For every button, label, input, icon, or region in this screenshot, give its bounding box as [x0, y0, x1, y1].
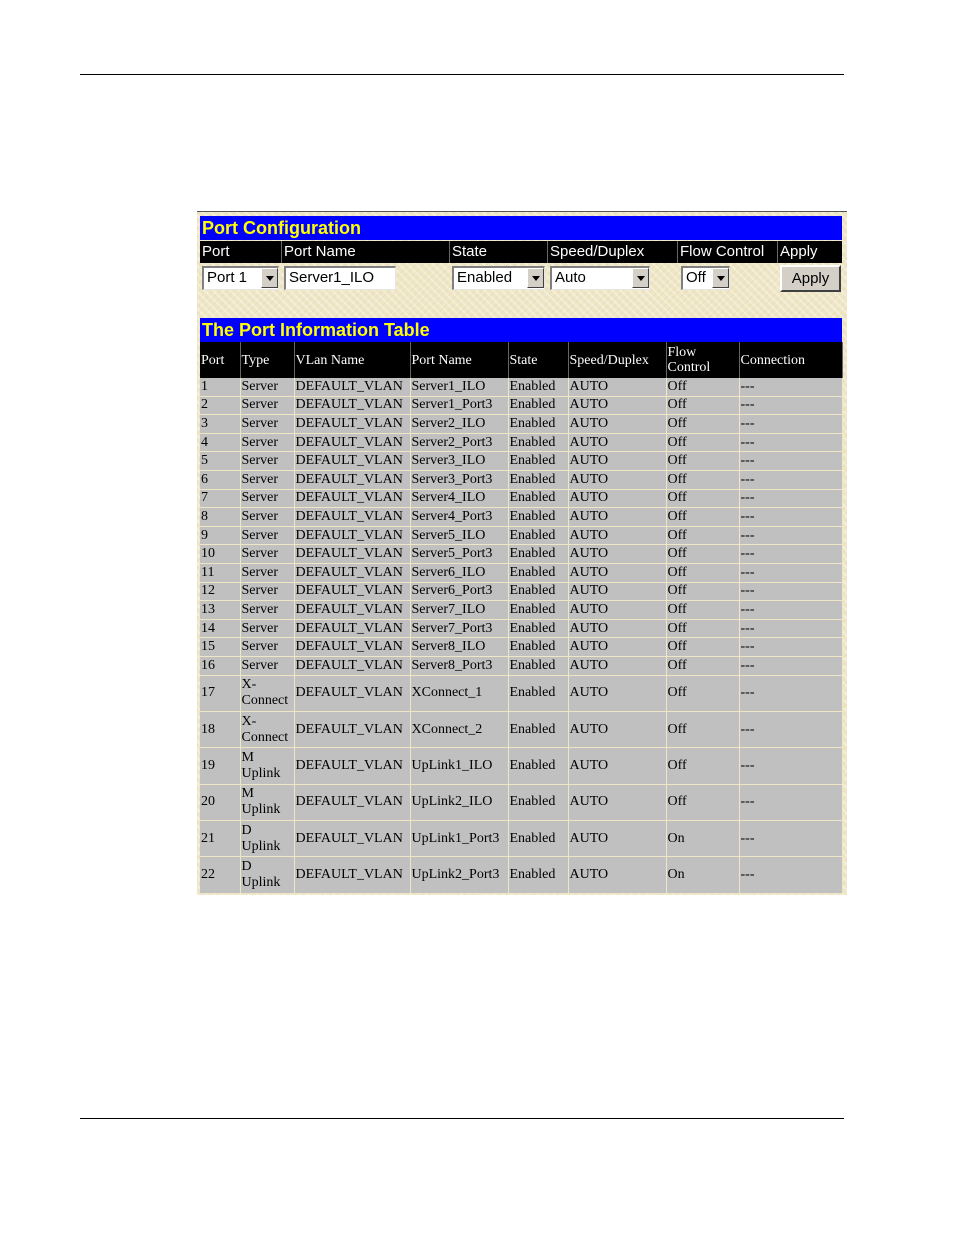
cell-port-name: Server5_Port3: [410, 545, 508, 564]
cell-type: Server: [240, 619, 294, 638]
cell-port-name: Server3_Port3: [410, 470, 508, 489]
cell-connection: ---: [739, 748, 842, 784]
table-row: [200, 415, 842, 434]
header-speed-duplex: Speed/Duplex: [547, 241, 677, 263]
cell-flow-control: Off: [666, 563, 739, 582]
cell-vlan-name: DEFAULT_VLAN: [294, 857, 410, 893]
cell-speed-duplex: AUTO: [568, 675, 666, 711]
cell-type: M Uplink: [240, 784, 294, 820]
cell-vlan-name: DEFAULT_VLAN: [294, 619, 410, 638]
cell-speed-duplex: AUTO: [568, 784, 666, 820]
cell-flow-control: On: [666, 857, 739, 893]
cell-speed-duplex: AUTO: [568, 821, 666, 857]
table-row: [200, 396, 842, 415]
cell-type: Server: [240, 526, 294, 545]
cell-connection: ---: [739, 526, 842, 545]
cell-speed-duplex: AUTO: [568, 563, 666, 582]
cell-state: Enabled: [508, 711, 568, 747]
cell-port: 18: [200, 711, 240, 747]
cell-port: 20: [200, 784, 240, 820]
cell-port-name: UpLink2_Port3: [410, 857, 508, 893]
cell-flow-control: Off: [666, 582, 739, 601]
cell-vlan-name: DEFAULT_VLAN: [294, 489, 410, 508]
cell-connection: ---: [739, 489, 842, 508]
cell-port-name: UpLink1_ILO: [410, 748, 508, 784]
cell-port-name: Server7_ILO: [410, 601, 508, 620]
cell-speed-duplex: AUTO: [568, 638, 666, 657]
cell-connection: ---: [739, 452, 842, 471]
cell-state: Enabled: [508, 601, 568, 620]
cell-port: 8: [200, 508, 240, 527]
cell-type: D Uplink: [240, 821, 294, 857]
cell-flow-control: Off: [666, 470, 739, 489]
header-flow-control: Flow Control: [677, 241, 777, 263]
cell-port-name: Server2_Port3: [410, 433, 508, 452]
cell-type: Server: [240, 489, 294, 508]
cell-port-name: Server8_ILO: [410, 638, 508, 657]
cell-port: 9: [200, 526, 240, 545]
cell-connection: ---: [739, 378, 842, 396]
table-body: [200, 378, 842, 893]
table-row: [200, 601, 842, 620]
cell-connection: ---: [739, 582, 842, 601]
cell-vlan-name: DEFAULT_VLAN: [294, 711, 410, 747]
cell-flow-control: Off: [666, 378, 739, 396]
cell-connection: ---: [739, 415, 842, 434]
table-row: [200, 433, 842, 452]
cell-state: Enabled: [508, 675, 568, 711]
cell-connection: ---: [739, 656, 842, 675]
cell-connection: ---: [739, 784, 842, 820]
cell-connection: ---: [739, 601, 842, 620]
cell-port-name: Server1_ILO: [410, 378, 508, 396]
cell-port: 11: [200, 563, 240, 582]
cell-port: 5: [200, 452, 240, 471]
cell-vlan-name: DEFAULT_VLAN: [294, 470, 410, 489]
cell-state: Enabled: [508, 563, 568, 582]
table-row: [200, 656, 842, 675]
cell-speed-duplex: AUTO: [568, 711, 666, 747]
cell-flow-control: Off: [666, 433, 739, 452]
cell-vlan-name: DEFAULT_VLAN: [294, 675, 410, 711]
cell-vlan-name: DEFAULT_VLAN: [294, 748, 410, 784]
table-row: [200, 545, 842, 564]
cell-vlan-name: DEFAULT_VLAN: [294, 638, 410, 657]
cell-connection: ---: [739, 711, 842, 747]
cell-flow-control: Off: [666, 619, 739, 638]
column-header-port-name: Port Name: [410, 342, 508, 378]
cell-port-name: Server8_Port3: [410, 656, 508, 675]
cell-state: Enabled: [508, 656, 568, 675]
cell-flow-control: Off: [666, 452, 739, 471]
cell-flow-control: Off: [666, 545, 739, 564]
cell-port-name: Server7_Port3: [410, 619, 508, 638]
cell-connection: ---: [739, 545, 842, 564]
cell-speed-duplex: AUTO: [568, 656, 666, 675]
header-port: Port: [202, 243, 230, 260]
cell-flow-control: Off: [666, 656, 739, 675]
table-row: [200, 857, 842, 893]
cell-state: Enabled: [508, 452, 568, 471]
cell-connection: ---: [739, 857, 842, 893]
cell-connection: ---: [739, 619, 842, 638]
cell-type: Server: [240, 656, 294, 675]
chevron-down-icon[interactable]: [632, 268, 649, 288]
column-header-port: Port: [200, 342, 240, 378]
cell-speed-duplex: AUTO: [568, 415, 666, 434]
cell-port: 7: [200, 489, 240, 508]
cell-port: 19: [200, 748, 240, 784]
cell-vlan-name: DEFAULT_VLAN: [294, 656, 410, 675]
cell-vlan-name: DEFAULT_VLAN: [294, 378, 410, 396]
cell-port: 22: [200, 857, 240, 893]
table-row: [200, 821, 842, 857]
table-row: [200, 638, 842, 657]
cell-vlan-name: DEFAULT_VLAN: [294, 526, 410, 545]
cell-port-name: XConnect_1: [410, 675, 508, 711]
cell-port: 14: [200, 619, 240, 638]
cell-port-name: Server6_Port3: [410, 582, 508, 601]
cell-port: 21: [200, 821, 240, 857]
chevron-down-icon[interactable]: [527, 268, 544, 288]
cell-state: Enabled: [508, 748, 568, 784]
port-name-input[interactable]: [284, 266, 396, 290]
cell-port-name: Server4_Port3: [410, 508, 508, 527]
table-header-row: [200, 342, 842, 378]
cell-port-name: UpLink1_Port3: [410, 821, 508, 857]
cell-type: Server: [240, 396, 294, 415]
cell-type: Server: [240, 638, 294, 657]
cell-state: Enabled: [508, 415, 568, 434]
cell-type: Server: [240, 378, 294, 396]
cell-vlan-name: DEFAULT_VLAN: [294, 601, 410, 620]
cell-vlan-name: DEFAULT_VLAN: [294, 582, 410, 601]
cell-type: M Uplink: [240, 748, 294, 784]
state-select[interactable]: [452, 266, 545, 290]
cell-state: Enabled: [508, 508, 568, 527]
cell-speed-duplex: AUTO: [568, 470, 666, 489]
cell-port-name: Server5_ILO: [410, 526, 508, 545]
cell-vlan-name: DEFAULT_VLAN: [294, 415, 410, 434]
cell-speed-duplex: AUTO: [568, 857, 666, 893]
header-rule: [80, 74, 844, 75]
cell-speed-duplex: AUTO: [568, 545, 666, 564]
cell-state: Enabled: [508, 470, 568, 489]
header-port-name: Port Name: [281, 241, 449, 263]
cell-port-name: Server3_ILO: [410, 452, 508, 471]
chevron-down-icon[interactable]: [712, 268, 729, 288]
table-row: [200, 489, 842, 508]
port-select[interactable]: [202, 266, 279, 290]
cell-speed-duplex: AUTO: [568, 489, 666, 508]
cell-flow-control: Off: [666, 638, 739, 657]
table-row: [200, 675, 842, 711]
cell-connection: ---: [739, 675, 842, 711]
port-configuration-title: Port Configuration: [200, 216, 842, 240]
header-state: State: [449, 241, 547, 263]
cell-type: Server: [240, 563, 294, 582]
cell-vlan-name: DEFAULT_VLAN: [294, 563, 410, 582]
cell-connection: ---: [739, 638, 842, 657]
port-settings-panel: [197, 211, 847, 895]
cell-flow-control: Off: [666, 784, 739, 820]
cell-flow-control: On: [666, 821, 739, 857]
cell-vlan-name: DEFAULT_VLAN: [294, 508, 410, 527]
cell-port: 1: [200, 378, 240, 396]
cell-port: 10: [200, 545, 240, 564]
cell-state: Enabled: [508, 857, 568, 893]
cell-speed-duplex: AUTO: [568, 601, 666, 620]
cell-port: 13: [200, 601, 240, 620]
cell-state: Enabled: [508, 619, 568, 638]
table-row: [200, 619, 842, 638]
column-header-type: Type: [240, 342, 294, 378]
column-header-flow-control: Flow Control: [666, 342, 739, 378]
cell-type: Server: [240, 452, 294, 471]
cell-speed-duplex: AUTO: [568, 508, 666, 527]
cell-port: 3: [200, 415, 240, 434]
cell-port-name: Server1_Port3: [410, 396, 508, 415]
port-select-value: Port 1: [207, 269, 248, 286]
cell-vlan-name: DEFAULT_VLAN: [294, 545, 410, 564]
cell-port-name: Server4_ILO: [410, 489, 508, 508]
cell-flow-control: Off: [666, 675, 739, 711]
cell-speed-duplex: AUTO: [568, 619, 666, 638]
cell-port: 6: [200, 470, 240, 489]
flow-control-select[interactable]: [681, 266, 730, 290]
cell-state: Enabled: [508, 489, 568, 508]
cell-state: Enabled: [508, 582, 568, 601]
cell-port: 2: [200, 396, 240, 415]
cell-port: 17: [200, 675, 240, 711]
cell-speed-duplex: AUTO: [568, 526, 666, 545]
cell-speed-duplex: AUTO: [568, 378, 666, 396]
cell-speed-duplex: AUTO: [568, 582, 666, 601]
cell-flow-control: Off: [666, 508, 739, 527]
cell-port-name: XConnect_2: [410, 711, 508, 747]
cell-state: Enabled: [508, 433, 568, 452]
port-configuration-header: [200, 241, 842, 263]
cell-state: Enabled: [508, 784, 568, 820]
cell-type: X-Connect: [240, 711, 294, 747]
cell-vlan-name: DEFAULT_VLAN: [294, 396, 410, 415]
cell-type: Server: [240, 508, 294, 527]
port-name-input-value: Server1_ILO: [289, 269, 375, 286]
flow-control-select-value: Off: [686, 269, 706, 286]
cell-type: Server: [240, 470, 294, 489]
cell-connection: ---: [739, 563, 842, 582]
table-row: [200, 508, 842, 527]
header-apply: Apply: [777, 241, 842, 263]
table-row: [200, 526, 842, 545]
cell-flow-control: Off: [666, 489, 739, 508]
cell-type: Server: [240, 415, 294, 434]
table-row: [200, 711, 842, 747]
cell-flow-control: Off: [666, 748, 739, 784]
cell-state: Enabled: [508, 638, 568, 657]
cell-port: 4: [200, 433, 240, 452]
cell-speed-duplex: AUTO: [568, 452, 666, 471]
cell-state: Enabled: [508, 545, 568, 564]
port-information-table-title: The Port Information Table: [200, 318, 842, 342]
cell-vlan-name: DEFAULT_VLAN: [294, 821, 410, 857]
cell-type: Server: [240, 545, 294, 564]
cell-vlan-name: DEFAULT_VLAN: [294, 784, 410, 820]
cell-state: Enabled: [508, 378, 568, 396]
cell-state: Enabled: [508, 396, 568, 415]
table-row: [200, 563, 842, 582]
cell-vlan-name: DEFAULT_VLAN: [294, 433, 410, 452]
table-row: [200, 470, 842, 489]
column-header-connection: Connection: [739, 342, 842, 378]
table-row: [200, 582, 842, 601]
column-header-vlan-name: VLan Name: [294, 342, 410, 378]
apply-button[interactable]: Apply: [780, 265, 841, 292]
cell-connection: ---: [739, 508, 842, 527]
cell-port-name: Server6_ILO: [410, 563, 508, 582]
cell-port-name: Server2_ILO: [410, 415, 508, 434]
cell-connection: ---: [739, 433, 842, 452]
cell-vlan-name: DEFAULT_VLAN: [294, 452, 410, 471]
cell-flow-control: Off: [666, 526, 739, 545]
speed-duplex-select-value: Auto: [555, 269, 586, 286]
cell-port: 16: [200, 656, 240, 675]
cell-type: Server: [240, 582, 294, 601]
column-header-state: State: [508, 342, 568, 378]
cell-speed-duplex: AUTO: [568, 748, 666, 784]
cell-type: Server: [240, 601, 294, 620]
cell-connection: ---: [739, 470, 842, 489]
column-header-speed-duplex: Speed/Duplex: [568, 342, 666, 378]
cell-type: Server: [240, 433, 294, 452]
footer-rule: [80, 1118, 844, 1119]
chevron-down-icon[interactable]: [261, 268, 278, 288]
cell-state: Enabled: [508, 821, 568, 857]
cell-port: 15: [200, 638, 240, 657]
cell-flow-control: Off: [666, 601, 739, 620]
cell-connection: ---: [739, 396, 842, 415]
state-select-value: Enabled: [457, 269, 513, 286]
cell-type: D Uplink: [240, 857, 294, 893]
table-row: [200, 452, 842, 471]
cell-port: 12: [200, 582, 240, 601]
table-row: [200, 378, 842, 396]
table-row: [200, 748, 842, 784]
cell-flow-control: Off: [666, 711, 739, 747]
speed-duplex-select[interactable]: [550, 266, 650, 290]
cell-state: Enabled: [508, 526, 568, 545]
cell-connection: ---: [739, 821, 842, 857]
cell-speed-duplex: AUTO: [568, 433, 666, 452]
table-row: [200, 784, 842, 820]
cell-flow-control: Off: [666, 415, 739, 434]
port-information-table: [200, 342, 843, 894]
cell-speed-duplex: AUTO: [568, 396, 666, 415]
cell-port-name: UpLink2_ILO: [410, 784, 508, 820]
cell-type: X-Connect: [240, 675, 294, 711]
cell-flow-control: Off: [666, 396, 739, 415]
